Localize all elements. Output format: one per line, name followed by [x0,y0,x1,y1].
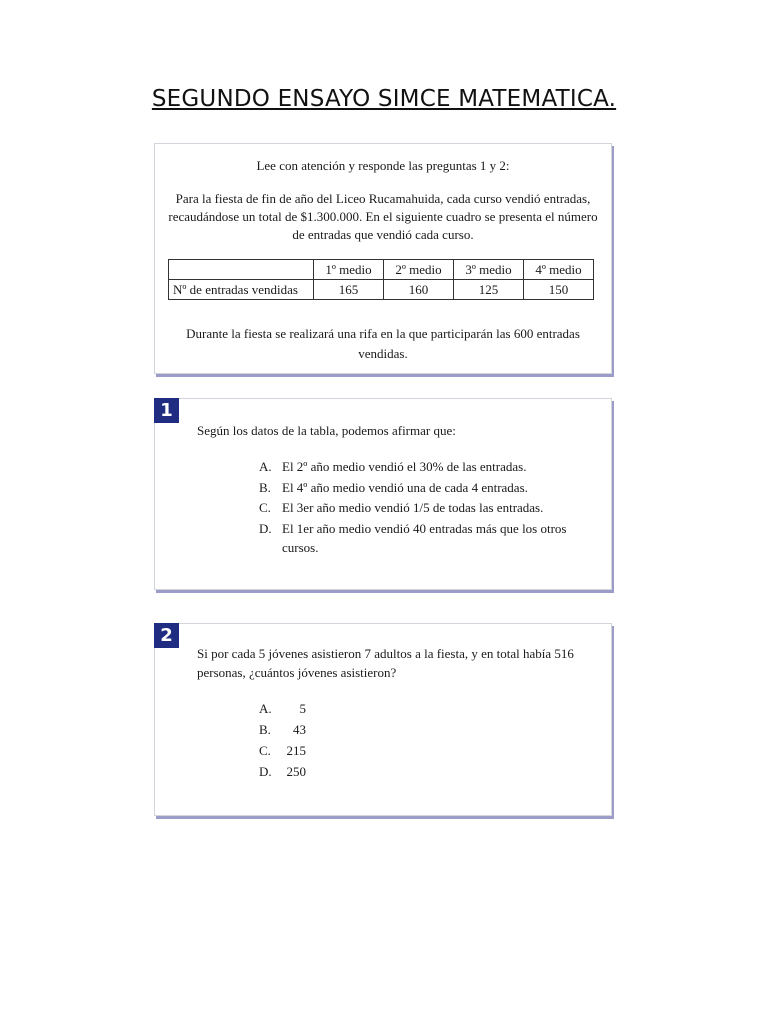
answer-option[interactable] [259,698,379,719]
answer-option[interactable] [259,761,379,782]
table-cell: 160 [384,280,454,300]
context-heading: Lee con atención y responde las preguntas 1 y 2: [256,158,510,173]
answer-option[interactable] [259,457,589,476]
answer-option[interactable] [259,498,589,517]
option-letter: B. [259,479,271,495]
question-2-text: Si por cada 5 jóvenes asistieron 7 adultos a la fiesta, y en total había 516 personas, ¿cuántos jóvenes asistieron? [197,646,574,680]
option-letter: C. [259,500,271,515]
table-cell: 165 [314,280,384,300]
context-box [154,143,612,374]
option-text: El 2º año medio vendió el 30% de las entradas. [282,459,527,474]
option-letter: B. [259,722,271,737]
table-cell: 150 [524,280,594,300]
option-text: 5 [299,701,306,716]
table-corner-cell [169,260,314,280]
table-header-cell: 3º medio [454,260,524,280]
table-header-cell: 4º medio [524,260,594,280]
table-row [169,280,594,300]
option-letter: D. [259,764,272,779]
question-2-options [259,698,379,782]
answer-option[interactable] [259,519,589,557]
question-1-text: Según los datos de la tabla, podemos afirmar que: [197,423,456,438]
table-cell: 125 [454,280,524,300]
answer-option[interactable] [259,478,589,497]
option-text: 43 [293,722,306,737]
option-text: El 4º año medio vendió una de cada 4 entradas. [282,479,528,495]
option-letter: A. [259,701,272,716]
option-text: 250 [286,764,306,779]
option-text: El 1er año medio vendió 40 entradas más que los otros cursos. [282,520,567,555]
option-text: El 3er año medio vendió 1/5 de todas las entradas. [282,500,544,515]
question-1-options [259,457,589,558]
table-row-label: Nº de entradas vendidas [169,280,314,300]
context-paragraph: Para la fiesta de fin de año del Liceo Rucamahuida, cada curso vendió entradas, recaudándose un total de $1.300.000. En el siguiente cuadro se presenta el número de entradas que vendió cada curso. [168,191,598,242]
sales-table [168,259,594,300]
option-letter: D. [259,520,272,536]
table-header-cell: 2º medio [384,260,454,280]
question-2-box [154,623,612,816]
table-header-row [169,260,594,280]
question-number-badge: 2 [154,623,179,648]
answer-option[interactable] [259,719,379,740]
table-header-cell: 1º medio [314,260,384,280]
question-number-badge: 1 [154,398,179,423]
document-title: SEGUNDO ENSAYO SIMCE MATEMATICA. [151,86,617,112]
option-text: 215 [286,743,306,758]
option-letter: C. [259,743,271,758]
question-1-box [154,398,612,590]
answer-option[interactable] [259,740,379,761]
context-footer: Durante la fiesta se realizará una rifa en la que participarán las 600 entradas vendidas. [186,326,580,361]
option-letter: A. [259,459,272,474]
